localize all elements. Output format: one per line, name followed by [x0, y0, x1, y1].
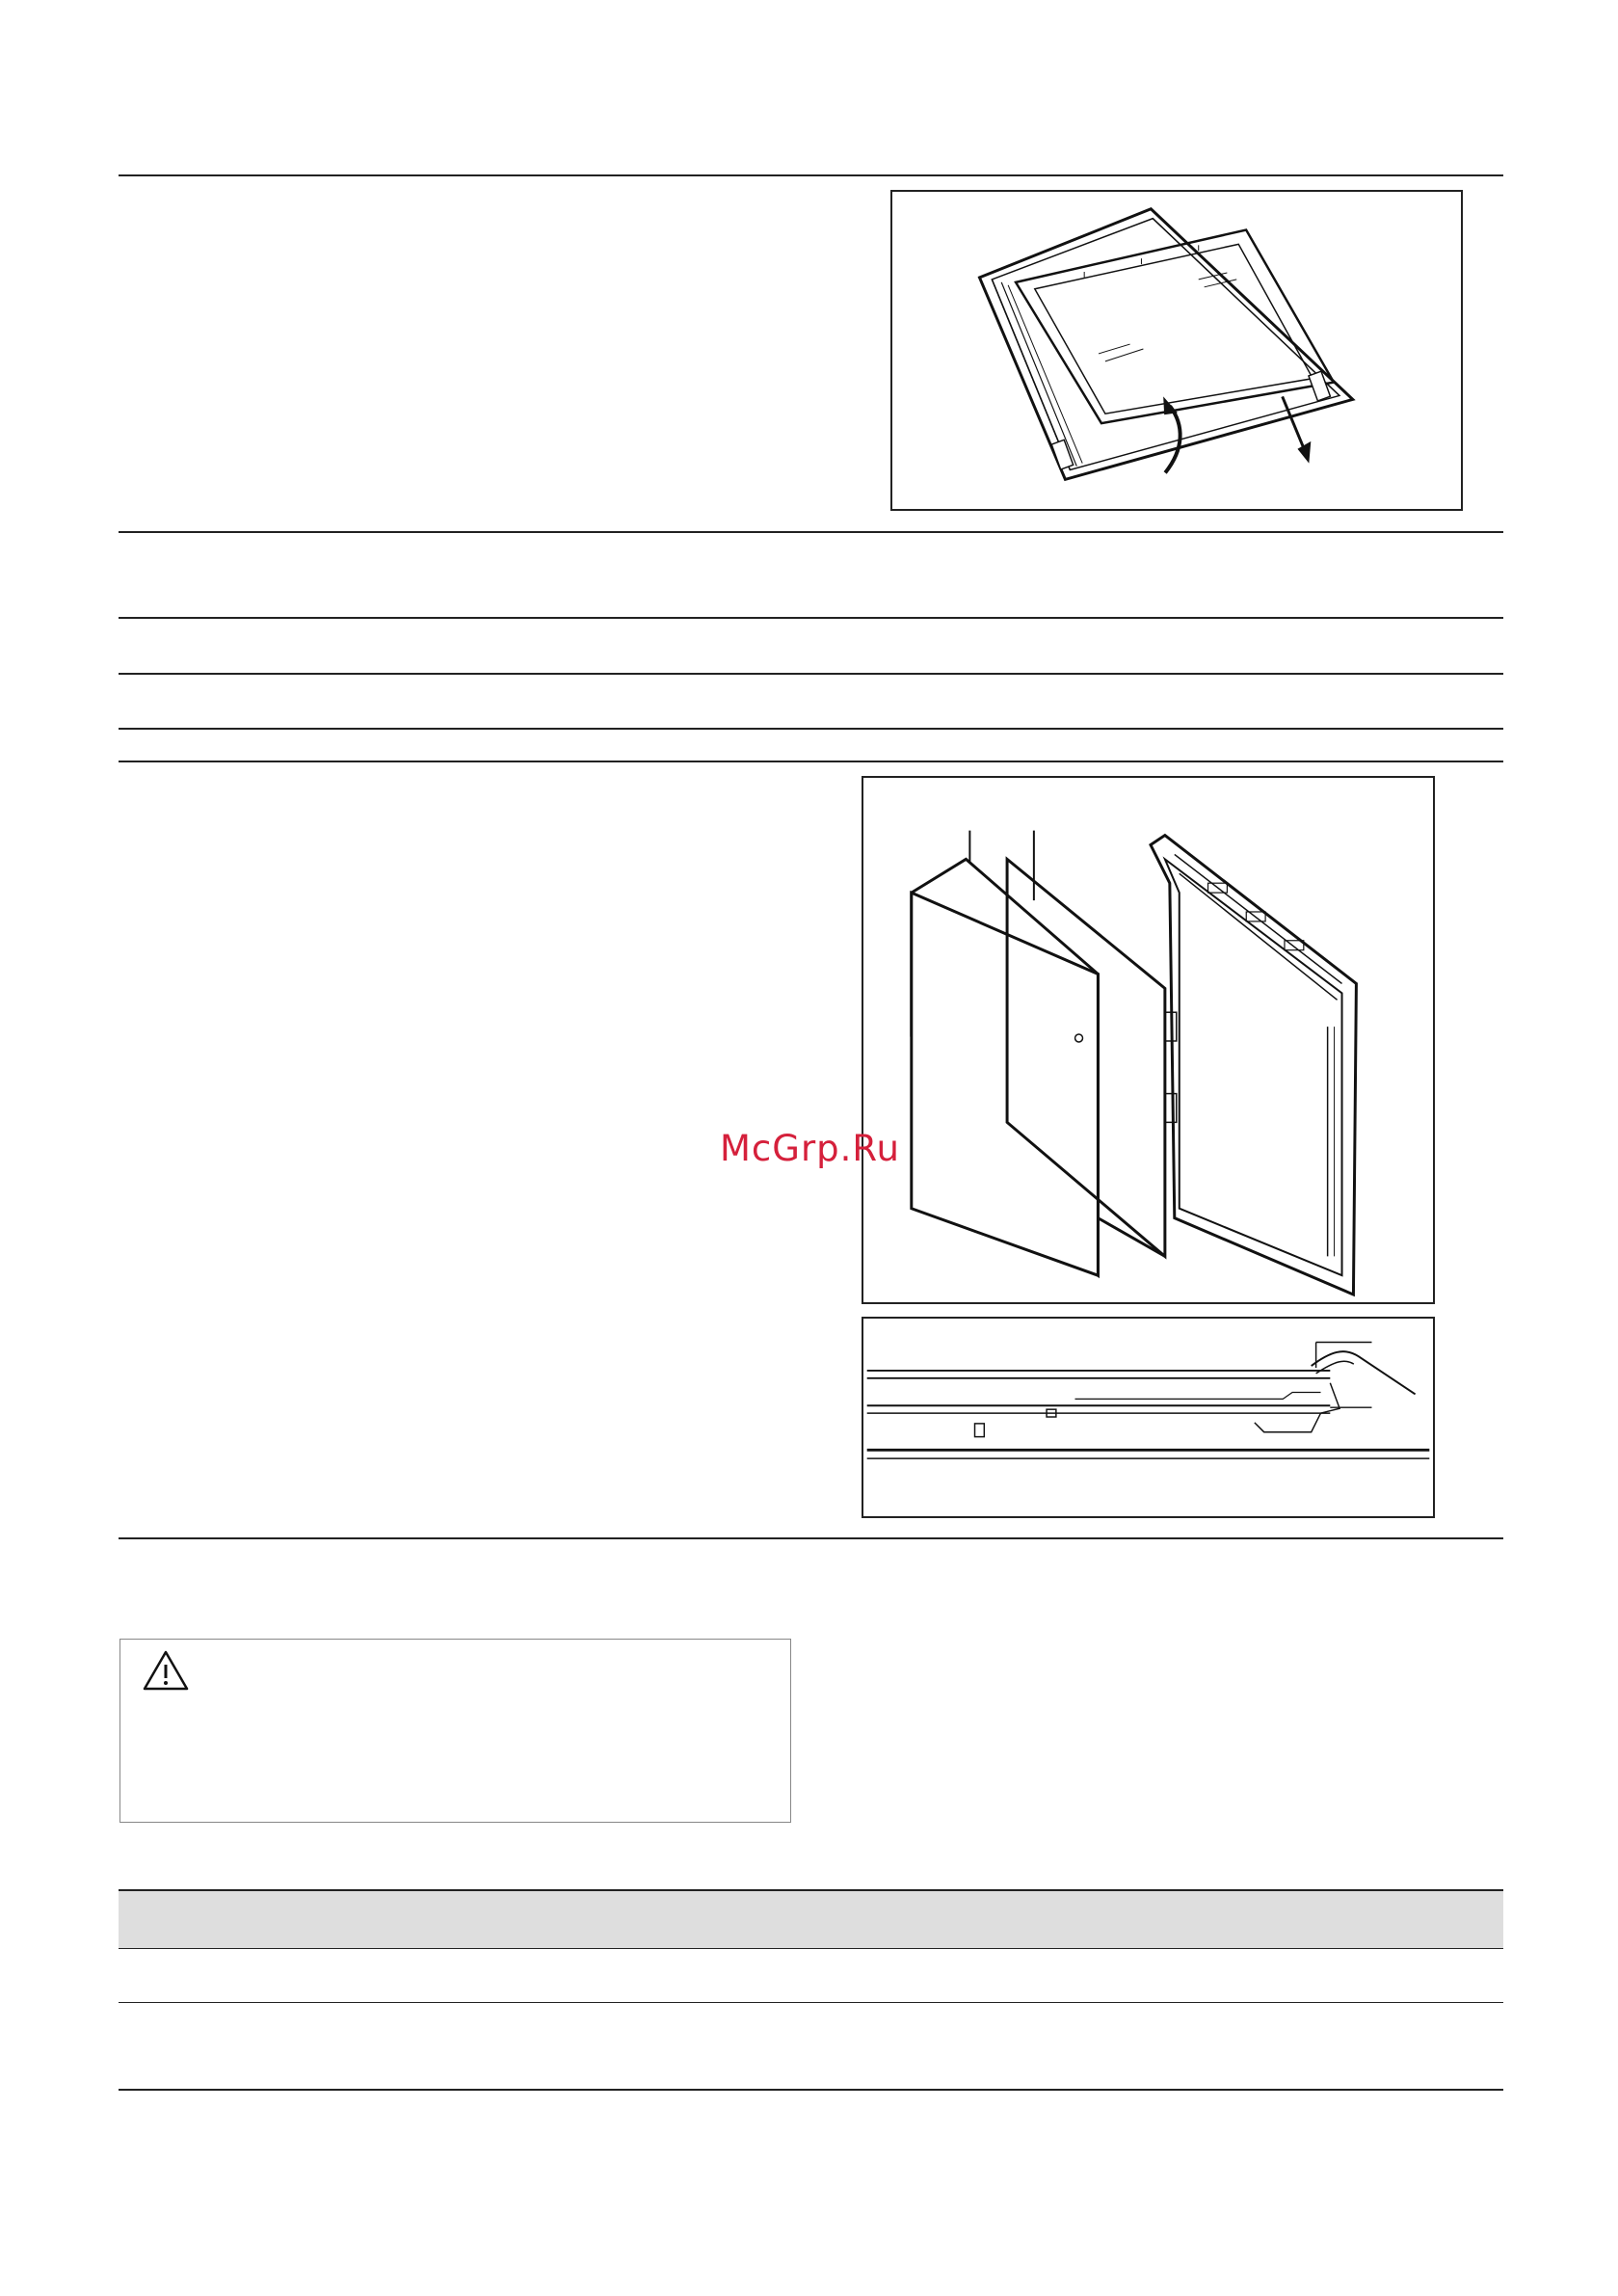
table-header-row	[119, 1889, 1503, 1949]
section-rule	[119, 673, 1503, 675]
warning-triangle-icon	[142, 1649, 190, 1692]
door-panes-illustration	[863, 778, 1433, 1302]
cross-section-illustration	[863, 1319, 1433, 1516]
figure-door-removal	[890, 190, 1463, 511]
section-rule	[119, 728, 1503, 730]
figure-cross-section	[862, 1317, 1435, 1518]
section-rule	[119, 761, 1503, 762]
section-rule	[119, 617, 1503, 619]
warning-box	[119, 1639, 791, 1823]
figure-door-panes	[862, 776, 1435, 1304]
watermark: McGrp.Ru	[720, 1128, 900, 1169]
section-rule	[119, 531, 1503, 533]
table-bottom-rule	[119, 2089, 1503, 2091]
door-removal-illustration	[892, 192, 1461, 509]
section-rule	[119, 1537, 1503, 1539]
table-row-divider	[119, 2002, 1503, 2003]
section-rule-top	[119, 174, 1503, 176]
